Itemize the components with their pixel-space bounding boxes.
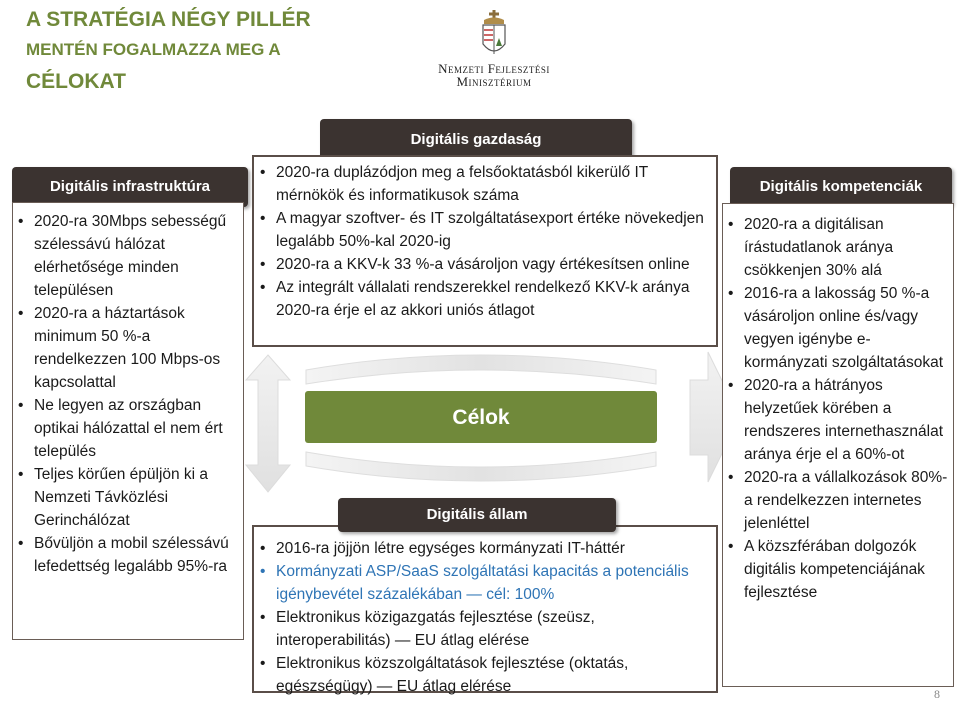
state-box — [252, 525, 718, 693]
goals-label: Célok — [305, 391, 657, 443]
list-item: • A magyar szoftver- és IT szolgáltatásexport értéke növekedjen legalább 50%-kal 2020-ig — [254, 207, 710, 253]
list-item: • 2020-ra a háztartások minimum 50 %-a rendelkezzen 100 Mbps-os kapcsolattal — [12, 302, 244, 394]
left-arrow-icon — [246, 355, 290, 492]
ministry-logo — [424, 10, 564, 88]
list-item: • 2020-ra duplázódjon meg a felsőoktatásból kikerülő IT mérnökök és informatikusok száma — [254, 161, 710, 207]
list-item: • 2020-ra a digitálisan írástudatlanok aránya csökkenjen 30% alá — [722, 213, 954, 282]
state-header: Digitális állam — [338, 498, 616, 532]
page-number: 8 — [934, 687, 940, 701]
list-item: • 2020-ra a vállalkozások 80%-a rendelkezzen internetes jelenléttel — [722, 466, 954, 535]
top-curve-arrow-icon — [306, 355, 656, 384]
list-item: • Elektronikus közszolgáltatások fejlesztése (oktatás, egészségügy) — EU átlag elérése — [254, 652, 710, 698]
list-item: • 2020-ra a KKV-k 33 %-a vásároljon vagy értékesítsen online — [254, 253, 710, 276]
list-item: • Teljes körűen épüljön ki a Nemzeti Távközlési Gerinchálózat — [12, 463, 244, 532]
list-item: • Elektronikus közigazgatás fejlesztése (szeüsz, interoperabilitás) — EU átlag elérése — [254, 606, 710, 652]
title-line-1: A STRATÉGIA NÉGY PILLÉR — [26, 8, 311, 31]
list-item: • 2016-ra a lakosság 50 %-a vásároljon online és/vagy vegyen igénybe e-kormányzati szolgáltatásokat — [722, 282, 954, 374]
logo-line-2: Minisztérium — [456, 74, 532, 89]
economy-box — [252, 155, 718, 347]
list-item: • Bővüljön a mobil szélessávú lefedettség legalább 95%-ra — [12, 532, 244, 578]
list-item: • Ne legyen az országban optikai hálózattal el nem ért település — [12, 394, 244, 463]
infrastructure-header: Digitális infrastruktúra — [12, 167, 248, 207]
competence-box — [722, 203, 954, 687]
state-list — [254, 537, 710, 698]
list-item: • Az integrált vállalati rendszerekkel rendelkező KKV-k aránya 2020-ra érje el az akkori uniós átlagot — [254, 276, 710, 322]
list-item: • A közszférában dolgozók digitális kompetenciájának fejlesztése — [722, 535, 954, 604]
slide-title — [26, 6, 386, 94]
list-item: • 2020-ra a hátrányos helyzetűek körében a rendszeres internethasználat aránya érje el a 60%-ot — [722, 374, 954, 466]
competence-list — [722, 213, 954, 604]
title-line-2: MENTÉN FOGALMAZZA MEG A — [26, 40, 281, 60]
logo-line-1: Nemzeti Fejlesztési — [438, 61, 550, 76]
list-item: • 2016-ra jöjjön létre egységes kormányzati IT-háttér — [254, 537, 710, 560]
economy-list — [254, 161, 710, 322]
infrastructure-box — [12, 202, 244, 640]
competence-header: Digitális kompetenciák — [730, 167, 952, 207]
infrastructure-list — [12, 210, 244, 578]
list-item-highlight: • Kormányzati ASP/SaaS szolgáltatási kapacitás a potenciális igénybevétel százalékában — cél: 100% — [254, 560, 710, 606]
bottom-curve-arrow-icon — [306, 452, 656, 481]
list-item: • 2020-ra 30Mbps sebességű szélessávú hálózat elérhetősége minden településen — [12, 210, 244, 302]
coat-of-arms-icon — [480, 10, 508, 60]
title-line-3: CÉLOKAT — [26, 69, 126, 93]
economy-header: Digitális gazdaság — [320, 119, 632, 161]
